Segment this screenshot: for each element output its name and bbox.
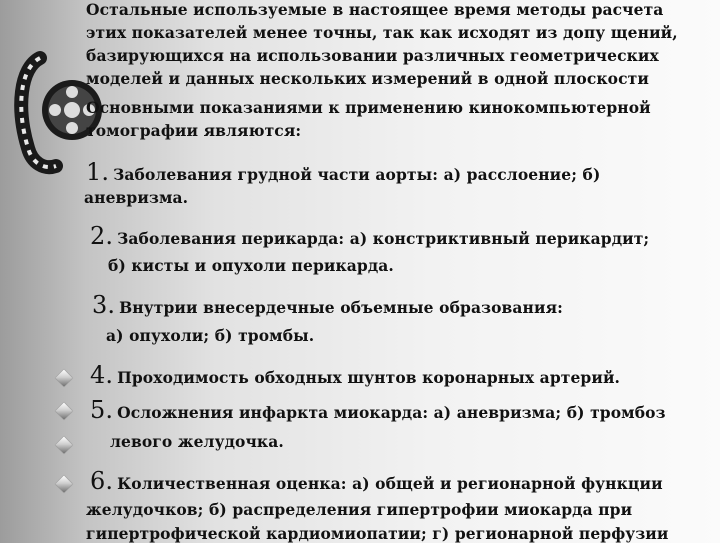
item-number: 3. — [92, 291, 116, 319]
diamond-bullet-icon — [56, 437, 73, 454]
item-text: а) опухоли; б) тромбы. — [106, 326, 315, 345]
item-text: гипертрофической кардиомиопатии; г) регионарной перфузии — [86, 524, 669, 543]
intro-line: моделей и данных нескольких измерений в одной плоскости — [86, 69, 649, 88]
diamond-bullet-icon — [56, 476, 73, 493]
item-text: Количественная оценка: а) общей и регионарной функции — [117, 474, 663, 493]
item-text: Осложнения инфаркта миокарда: а) аневризма; б) тромбоз — [117, 403, 666, 422]
item-number: 6. — [90, 467, 114, 495]
item-number: 5. — [90, 396, 114, 424]
item-text: Заболевания грудной части аорты: а) расслоение; б) — [113, 165, 601, 184]
intro-line: Остальные используемые в настоящее время методы расчета — [86, 0, 664, 19]
intro-line: этих показателей менее точны, так как исходят из допу щений, — [86, 23, 678, 42]
item-text: левого желудочка. — [110, 432, 284, 451]
diamond-bullet-icon — [56, 370, 73, 387]
item-number: 4. — [90, 361, 114, 389]
item-number: 1. — [86, 158, 110, 186]
intro-line: Основными показаниями к применению кинокомпьютерной — [86, 98, 651, 117]
item-text: Внутрии внесердечные объемные образования: — [119, 298, 563, 317]
item-text: б) кисты и опухоли перикарда. — [108, 256, 394, 275]
item-text: желудочков; б) распределения гипертрофии миокарда при — [86, 500, 633, 519]
item-text: аневризма. — [84, 188, 189, 207]
item-number: 2. — [90, 222, 114, 250]
diamond-bullet-icon — [56, 403, 73, 420]
item-text: Проходимость обходных шунтов коронарных артерий. — [117, 368, 621, 387]
intro-line: базирующихся на использовании различных геометрических — [86, 46, 659, 65]
item-text: Заболевания перикарда: а) констриктивный перикардит; — [117, 229, 650, 248]
intro-line: томографии являются: — [86, 121, 302, 140]
